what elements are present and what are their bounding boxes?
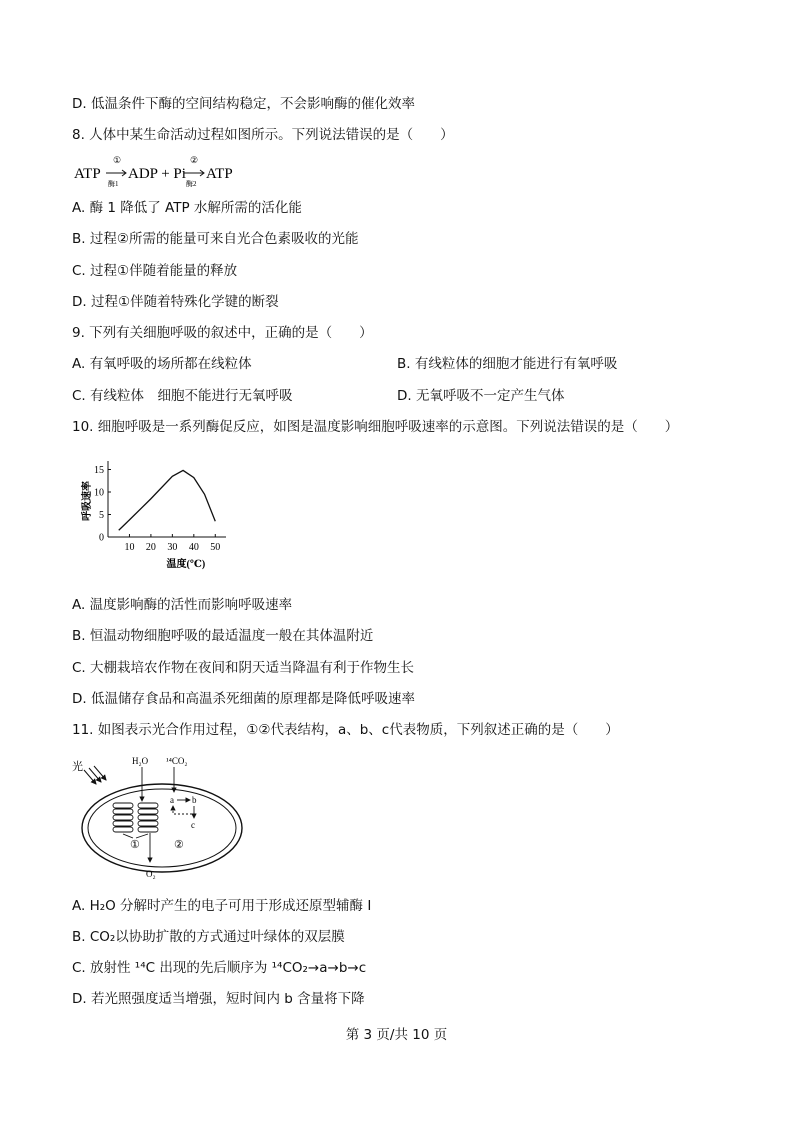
x-tick-label: 50	[210, 542, 221, 553]
h2o-label: H₂O	[132, 756, 149, 766]
label-structure-2: ②	[174, 839, 184, 851]
q8-option-d: D. 过程①伴随着特殊化学键的断裂	[72, 294, 279, 310]
co2-label: ¹⁴CO₂	[166, 756, 188, 766]
label-structure-1: ①	[130, 839, 140, 851]
x-tick-label: 20	[145, 542, 156, 553]
eq-adp-pi: ADP + Pi	[128, 166, 186, 182]
chart-x-label: 温度(℃)	[166, 559, 206, 570]
q11-stem: 11. 如图表示光合作用过程，①②代表结构，a、b、c代表物质，下列叙述正确的是（ ）	[72, 722, 619, 738]
q11-option-b: B. CO₂以协助扩散的方式通过叶绿体的双层膜	[72, 929, 345, 945]
y-tick-label: 5	[99, 510, 104, 521]
x-tick-label: 30	[167, 542, 178, 553]
q9-stem: 9. 下列有关细胞呼吸的叙述中，正确的是（ ）	[72, 325, 373, 341]
q9-option-c: C. 有线粒体 细胞不能进行无氧呼吸	[72, 388, 293, 404]
eq-enzyme-2: 酶2	[186, 180, 197, 188]
y-tick-label: 0	[99, 532, 104, 544]
chloroplast-outer-membrane	[82, 784, 242, 872]
substance-a: a	[170, 795, 174, 805]
light-label: 光	[72, 761, 83, 773]
q10-option-b: B. 恒温动物细胞呼吸的最适温度一般在其体温附近	[72, 628, 374, 644]
y-tick-label: 15	[94, 465, 104, 476]
q8-option-a: A. 酶 1 降低了 ATP 水解所需的活化能	[72, 200, 302, 216]
q8-stem: 8. 人体中某生命活动过程如图所示。下列说法错误的是（ ）	[72, 127, 454, 143]
chart-y-label: 呼吸速率	[82, 481, 93, 521]
eq-circle-1: ①	[113, 155, 122, 165]
o2-label: O₂	[146, 869, 156, 879]
q7-option-d: D. 低温条件下酶的空间结构稳定，不会影响酶的催化效率	[72, 96, 415, 112]
q8-option-b: B. 过程②所需的能量可来自光合色素吸收的光能	[72, 231, 359, 247]
q11-option-a: A. H₂O 分解时产生的电子可用于形成还原型辅酶 Ⅰ	[72, 898, 372, 914]
chart-axes	[108, 461, 226, 537]
q8-equation	[72, 153, 252, 189]
substance-c: c	[191, 820, 195, 830]
q10-option-a: A. 温度影响酶的活性而影响呼吸速率	[72, 597, 293, 613]
light-arrows	[84, 766, 106, 784]
eq-atp-1: ATP	[74, 166, 101, 182]
q10-stem: 10. 细胞呼吸是一系列酶促反应，如图是温度影响细胞呼吸速率的示意图。下列说法错误的是（ ）	[72, 419, 679, 435]
q9-option-b: B. 有线粒体的细胞才能进行有氧呼吸	[397, 356, 618, 372]
grana-stack-right	[138, 803, 158, 832]
q11-diagram	[70, 748, 250, 883]
page-footer: 第 3 页/共 10 页	[345, 1027, 448, 1043]
q10-option-c: C. 大棚栽培农作物在夜间和阴天适当降温有利于作物生长	[72, 660, 415, 676]
x-tick-label: 40	[188, 542, 199, 553]
y-tick-label: 10	[94, 487, 104, 499]
q11-option-d: D. 若光照强度适当增强，短时间内 b 含量将下降	[72, 991, 365, 1007]
q9-option-d: D. 无氧呼吸不一定产生气体	[397, 388, 565, 404]
grana-stack-left	[113, 803, 133, 832]
q8-option-c: C. 过程①伴随着能量的释放	[72, 263, 238, 279]
q11-option-c: C. 放射性 ¹⁴C 出现的先后顺序为 ¹⁴CO₂→a→b→c	[72, 960, 367, 976]
eq-circle-2: ②	[190, 155, 199, 165]
x-tick-label: 10	[124, 542, 135, 553]
chloroplast-inner-membrane	[88, 789, 236, 867]
eq-enzyme-1: 酶1	[108, 180, 119, 188]
substance-b: b	[192, 795, 197, 805]
q10-option-d: D. 低温储存食品和高温杀死细菌的原理都是降低呼吸速率	[72, 691, 415, 707]
eq-atp-2: ATP	[206, 166, 233, 182]
q10-chart	[76, 455, 256, 575]
q9-option-a: A. 有氧呼吸的场所都在线粒体	[72, 356, 252, 372]
chart-series-line	[119, 470, 216, 530]
